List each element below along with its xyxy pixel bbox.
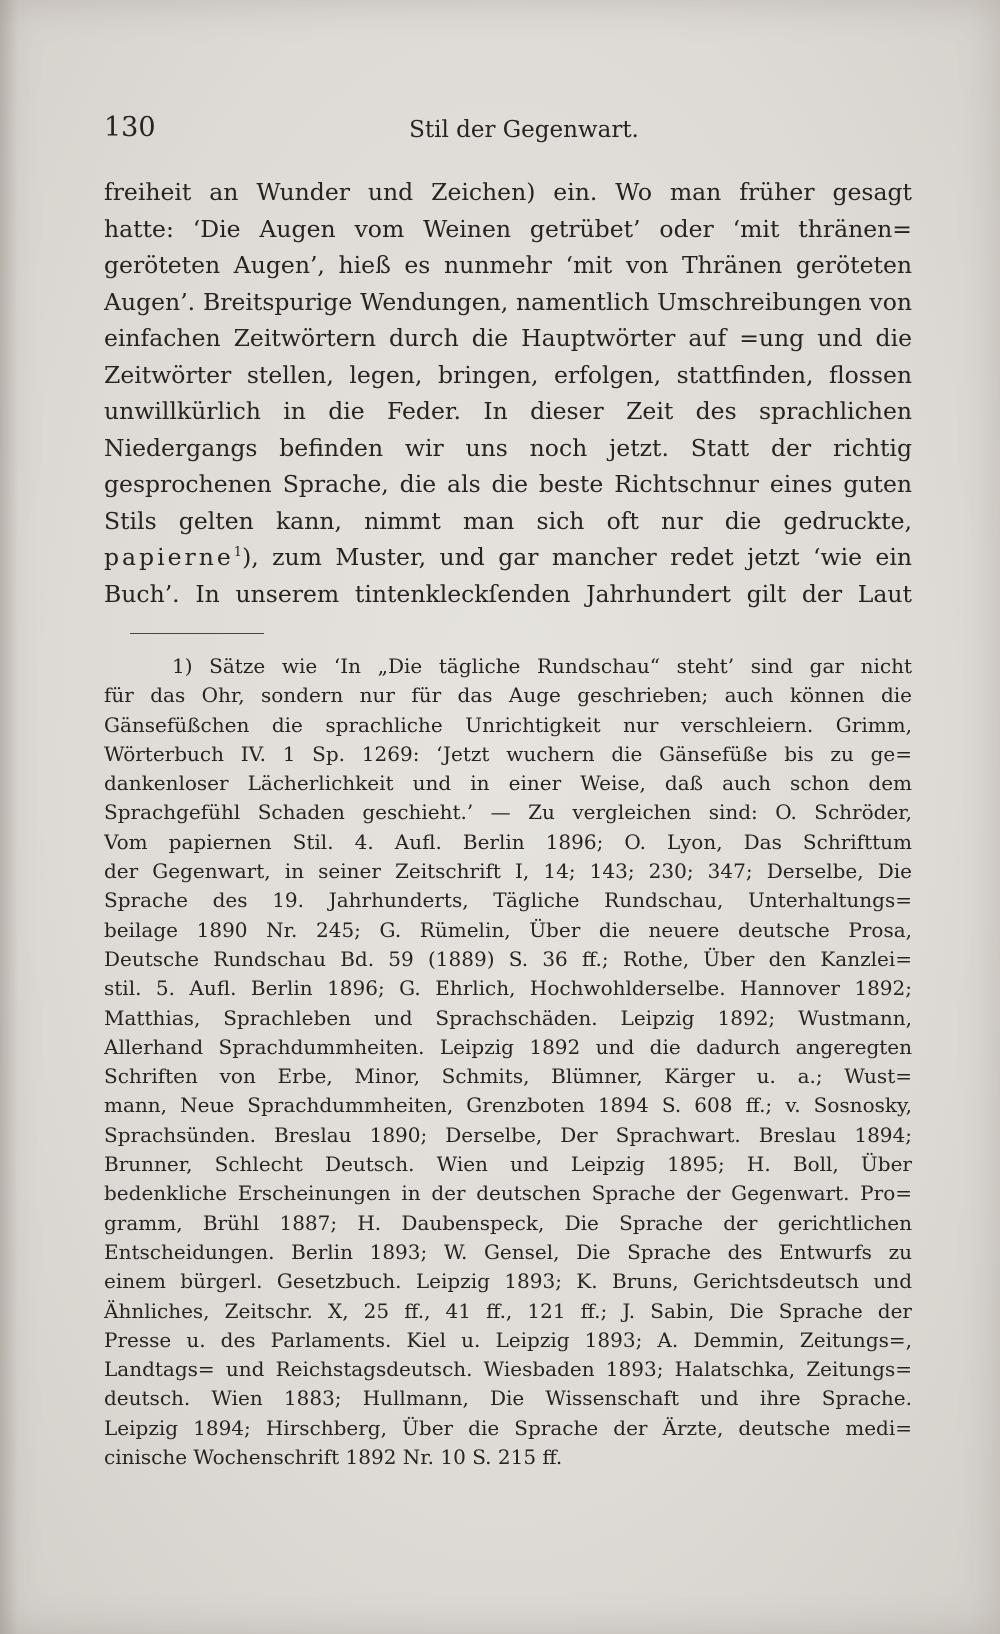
main-text <box>104 174 912 612</box>
footnote-line: Landtags= und Reichstagsdeutsch. Wiesbaden 1893; Halatschka, Zeitungs= <box>104 1357 912 1382</box>
running-head: Stil der Gegenwart. <box>409 117 639 143</box>
body-line: unwillkürlich in die Feder. In dieser Zeit des sprachlichen <box>104 397 912 425</box>
footnote-line: Matthias, Sprachleben und Sprachschäden. Leipzig 1892; Wustmann, <box>104 1005 912 1030</box>
footnote-line: Presse u. des Parlaments. Kiel u. Leipzig 1893; A. Demmin, Zeitungs=, <box>104 1327 912 1352</box>
footnote-line: Sprachgefühl Schaden geschieht.’ — Zu vergleichen sind: O. Schröder, <box>104 800 912 825</box>
footnote-line: Allerhand Sprachdummheiten. Leipzig 1892 und die dadurch angeregten <box>104 1034 912 1059</box>
body-line: einfachen Zeitwörtern durch die Hauptwörter auf =ung und die <box>104 324 912 352</box>
body-line: freiheit an Wunder und Zeichen) ein. Wo man früher gesagt <box>104 178 912 206</box>
footnote-line: Deutsche Rundschau Bd. 59 (1889) S. 36 ff.; Rothe, Über den Kanzlei= <box>104 946 912 971</box>
page-header <box>104 108 912 152</box>
footnote-line: cinische Wochenschrift 1892 Nr. 10 S. 215 ff. <box>104 1445 563 1470</box>
footnote-line: Wörterbuch IV. 1 Sp. 1269: ‘Jetzt wuchern die Gänsefüße bis zu ge= <box>104 741 912 766</box>
footnote-line: Vom papiernen Stil. 4. Aufl. Berlin 1896; O. Lyon, Das Schrifttum <box>104 829 912 854</box>
body-line: Buch’. In unserem tintenkleckſenden Jahrhundert gilt der Laut <box>104 579 912 608</box>
footnote-line: für das Ohr, sondern nur für das Auge geschrieben; auch können die <box>104 683 912 708</box>
footnote-line: Sprache des 19. Jahrhunderts, Tägliche Rundschau, Unterhaltungs= <box>104 888 912 913</box>
footnote-line: Entscheidungen. Berlin 1893; W. Gensel, Die Sprache des Entwurfs zu <box>104 1239 912 1264</box>
footnote-line: mann, Neue Sprachdummheiten, Grenzboten 1894 S. 608 ff.; v. Sosnosky, <box>104 1093 912 1118</box>
body-line: Stils gelten kann, nimmt man sich oft nur die gedruckte, <box>104 506 912 535</box>
footnote-line: Schriften von Erbe, Minor, Schmits, Blümner, Kärger u. a.; Wust= <box>104 1064 912 1089</box>
body-line: Zeitwörter stellen, legen, bringen, erfolgen, stattfinden, flossen <box>104 360 912 389</box>
footnote-reference: 1 <box>233 545 243 560</box>
footnote-line: Ähnliches, Zeitschr. X, 25 ff., 41 ff., 121 ff.; J. Sabin, Die Sprache der <box>104 1298 912 1323</box>
footnote-line: Sprachsünden. Breslau 1890; Derselbe, Der Sprachwart. Breslau 1894; <box>104 1122 912 1147</box>
footnote <box>104 652 912 1472</box>
body-line: geröteten Augen’, hieß es nunmehr ‘mit von Thränen geröteten <box>104 251 912 279</box>
footnote-line: Gänsefüßchen die sprachliche Unrichtigkeit nur verschleiern. Grimm, <box>104 712 912 737</box>
footnote-line: gramm, Brühl 1887; H. Daubenspeck, Die Sprache der gerichtlichen <box>104 1210 912 1235</box>
body-line <box>104 539 912 576</box>
footnote-line: bedenkliche Erscheinungen in der deutschen Sprache der Gegenwart. Pro= <box>104 1181 912 1206</box>
footnote-separator <box>130 633 264 634</box>
body-line: gesprochenen Sprache, die als die beste Richtschnur eines guten <box>104 470 912 498</box>
footnote-line: deutsch. Wien 1883; Hullmann, Die Wissenschaft und ihre Sprache. <box>104 1386 912 1411</box>
footnote-line: der Gegenwart, in seiner Zeitschrift I, 14; 143; 230; 347; Derselbe, Die <box>104 859 912 884</box>
footnote-line: einem bürgerl. Gesetzbuch. Leipzig 1893; K. Bruns, Gerichtsdeutsch und <box>104 1269 912 1294</box>
body-line: hatte: ‘Die Augen vom Weinen getrübet’ oder ‘mit thränen= <box>104 214 912 243</box>
body-line: Augen’. Breitspurige Wendungen, namentlich Umschreibungen von <box>104 287 912 316</box>
footnote-line: stil. 5. Aufl. Berlin 1896; G. Ehrlich, Hochwohlderselbe. Hannover 1892; <box>104 976 912 1001</box>
body-line: Niedergangs befinden wir uns noch jetzt. Statt der richtig <box>104 433 912 462</box>
page-number: 130 <box>104 112 156 143</box>
footnote-line: 1) Sätze wie ‘In „Die tägliche Rundschau“ steht’ sind gar nicht <box>172 654 912 678</box>
footnote-line: Brunner, Schlecht Deutsch. Wien und Leipzig 1895; H. Boll, Über <box>104 1152 912 1177</box>
footnote-line: Leipzig 1894; Hirschberg, Über die Sprache der Ärzte, deutsche medi= <box>104 1415 912 1440</box>
footnote-line: dankenloser Lächerlichkeit und in einer Weise, daß auch schon dem <box>104 771 912 796</box>
spaced-word: papierne <box>104 543 234 571</box>
body-line-rest: ), zum Muster, und gar mancher redet jetzt ‘wie ein <box>242 543 912 571</box>
footnote-line: beilage 1890 Nr. 245; G. Rümelin, Über die neuere deutsche Prosa, <box>104 917 912 942</box>
